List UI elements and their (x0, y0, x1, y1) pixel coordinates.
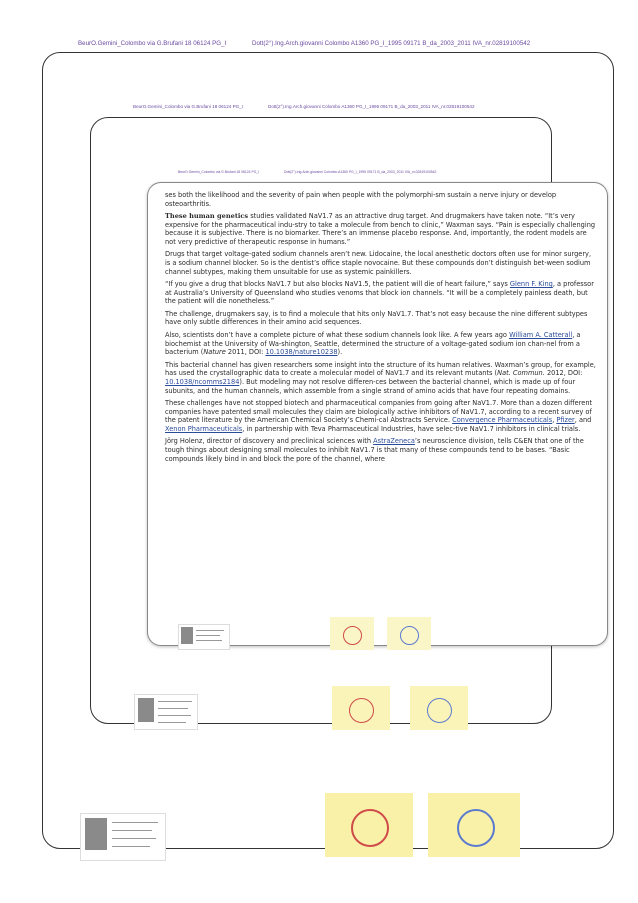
link-astrazeneca[interactable]: AstraZeneca (373, 437, 415, 446)
id-photo (85, 818, 107, 850)
paragraph-3: Drugs that target voltage-gated sodium channels aren’t new. Lidocaine, the local anesthetic doctors often use for minor surgery, is a sodium channel blocker. So is the dentist’s office staple novocaine. But these compounds don’t distinguish bet-ween sodium channel subtypes, making them unsuitable for use as systemic painkillers. (165, 250, 592, 276)
stamp-large-1 (325, 793, 413, 857)
stamp-medium-1 (332, 686, 390, 730)
paragraph-7: This bacterial channel has given researchers some insight into the structure of its human relatives. Waxman’s group, for example, has used the crystallographic data to create a molecular model of NaV1.7 and its relevant mutants (Nat. Commun. 2012, DOI: 10.1038/ncomms2184). But modeling may not resolve differen-ces between the bacterial channel, which is made up of four subunits, and the human channels, which assemble from a single strand of amino acids that have four repeating domains. (165, 360, 596, 395)
page-header (0, 40, 638, 50)
link-xenon[interactable]: Xenon Pharmaceuticals (165, 424, 243, 433)
header-right: Dott(2°).Ing.Arch.giovanni Colombo A1360 PG_I_1995 09171 B_da_2003_2011 IVA_nr.02819100542 (252, 40, 531, 47)
paragraph-4: “If you give a drug that blocks NaV1.7 but also blocks NaV1.5, the patient will die of heart failure,” says Glenn F. King, a professor at Australia’s University of Queensland who studies venoms that block ion channels. “It will be a completely painless death, but the patient will die nonetheless.” (165, 280, 594, 306)
paragraph-2: These human genetics studies validated NaV1.7 as an attractive drug target. And drugmakers have taken note. “It’s very expensive for the pharmaceutical indu-stry to take a molecule from bench to clinic,” Waxman says. “Pain is especially challenging because it is subjective. There is no biomarker. There’s an immense placebo response. And, importantly, the rodent models are not very predictive of therapeutic response in humans.” (165, 212, 596, 246)
header-left: BeurO.Gemini_Colombo via G.Brufani 18 06124 PG_I (78, 40, 227, 47)
link-doi-nature[interactable]: 10.1038/nature10238 (265, 348, 338, 357)
stamp-small-2 (387, 617, 431, 650)
header-right-2: Dott(2°).Ing.Arch.giovanni Colombo A1360 PG_I_1995 09171 B_da_2003_2011 IVA_nr.02819100542 (268, 104, 475, 109)
seal-icon (400, 626, 419, 645)
nested-header-3 (0, 170, 638, 176)
nested-header-2 (0, 104, 638, 112)
id-photo (181, 627, 193, 644)
link-doi-ncomms[interactable]: 10.1038/ncomms2184 (165, 377, 240, 386)
lead-in: These human genetics (165, 212, 249, 221)
link-pfizer[interactable]: Pfizer (556, 416, 575, 425)
seal-icon (351, 809, 389, 847)
header-left-2: BeurO.Gemini_Colombo via G.Brufani 18 06124 PG_I (133, 104, 244, 109)
id-card-medium (134, 694, 198, 730)
link-glenn-king[interactable]: Glenn F. King (509, 280, 553, 289)
link-william-catterall[interactable]: William A. Catterall (509, 331, 573, 340)
header-left-3: BeurO.Gemini_Colombo via G.Brufani 18 06124 PG_I (178, 170, 260, 174)
id-card-large (80, 813, 166, 861)
stamp-small-1 (330, 617, 374, 650)
id-photo (138, 698, 154, 722)
seal-icon (343, 626, 362, 645)
id-card-small (178, 624, 230, 650)
article-text (165, 191, 597, 467)
paragraph-8: These challenges have not stopped biotech and pharmaceutical companies from going after NaV1.7. More than a dozen different companies have patented small molecules they claim are biologically active inhibitors of NaV1.7, according to a recent survey of the patent literature by the American Chemical Society’s Chemi-cal Abstracts Service. Convergence Pharmaceuticals, Pfizer, and Xenon Pharmaceuticals, in partnership with Teva Pharmaceutical Industries, have selec-tive NaV1.7 inhibitors in clinical trials. (165, 399, 593, 433)
seal-icon (427, 698, 452, 723)
stamp-medium-2 (410, 686, 468, 730)
paragraph-5: The challenge, drugmakers say, is to find a molecule that hits only NaV1.7. That’s not easy because the nine different subtypes have only subtle differences in their amino acid sequences. (165, 309, 588, 327)
link-convergence[interactable]: Convergence Pharmaceuticals (452, 416, 553, 425)
header-right-3: Dott(2°).Ing.Arch.giovanni Colombo A1360 PG_I_1995 09171 B_da_2003_2011 IVA_nr.02819100542 (284, 170, 437, 174)
stamp-large-2 (428, 793, 520, 857)
paragraph-9: Jörg Holenz, director of discovery and preclinical sciences with AstraZeneca’s neuroscience division, tells C&EN that one of the tough things about designing small molecules to inhibit NaV1.7 is that many of these compounds tend to be bases. “Basic compounds likely bind in and block the pore of the channel, where (165, 437, 584, 463)
seal-icon (457, 809, 495, 847)
paragraph-1: ses both the likelihood and the severity of pain when people with the polymorphi-sm sustain a nerve injury or develop osteoarthritis. (165, 191, 557, 208)
seal-icon (349, 698, 374, 723)
paragraph-6: Also, scientists don’t have a complete picture of what these sodium channels look like. A few years ago William A. Catterall, a biochemist at the University of Wa-shington, Seattle, determined the structure of a voltage-gated sodium ion chan-nel from a bacterium (Nature 2011, DOI: 10.1038/nature10238). (165, 331, 581, 357)
